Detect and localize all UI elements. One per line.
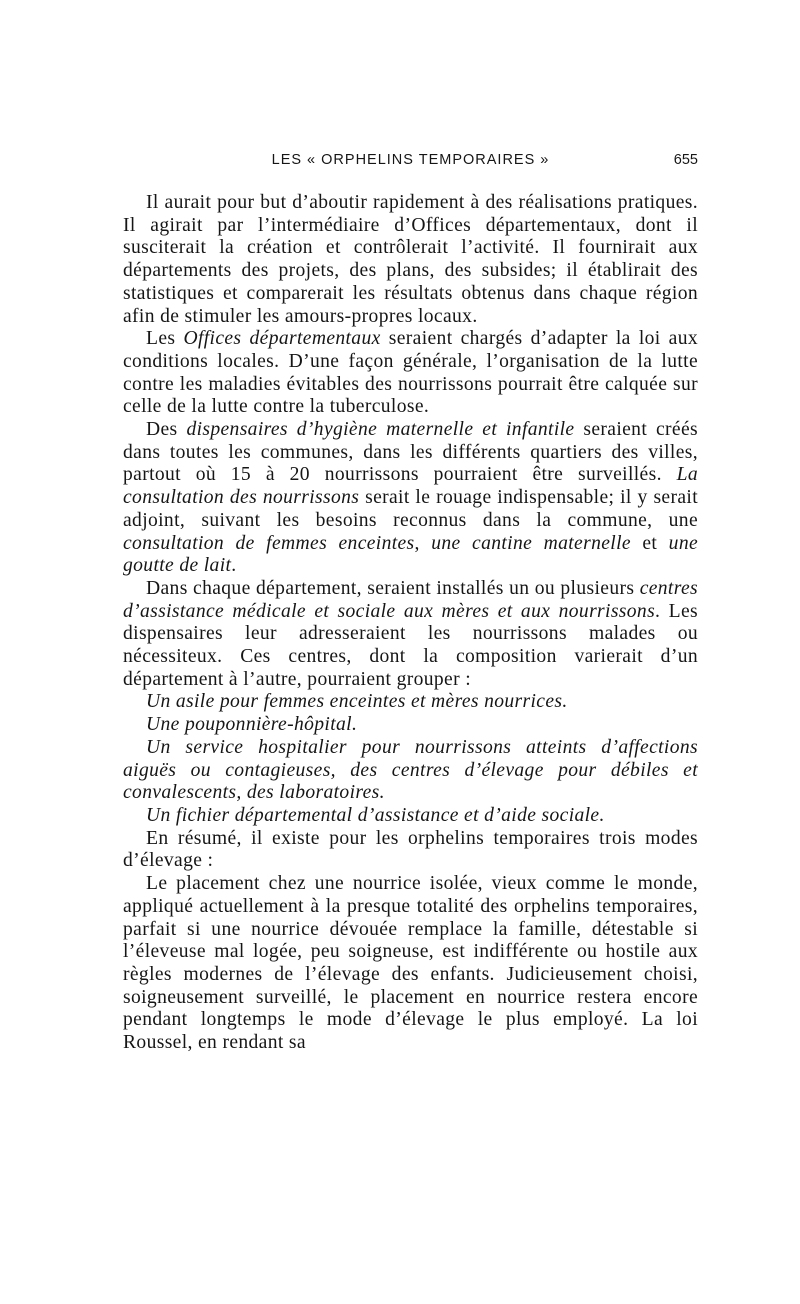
paragraph-3-text: Des	[146, 419, 187, 441]
list-item: Un fichier départemental d’assistance et d’aide sociale.	[146, 804, 605, 826]
paragraph-3-emphasis: dispensaires d’hygiène maternelle et infantile	[186, 419, 575, 441]
paragraph-3-text: serait le rouage indispensable; il y serait adjoint, suivant les besoins reconnus dans la commune, une	[123, 487, 698, 531]
paragraph-6: Le placement chez une nourrice isolée, vieux comme le monde, appliqué actuellement à la presque totalité des orphelins temporaires, parfait si une nourrice dévouée remplace la famille, détestable si l’éleveuse mal logée, peu soigneuse, est indifférente ou hostile aux règles modernes de l’élevage des enfants. Judicieusement choisi, soigneusement surveillé, le placement en nourrice restera encore pendant longtemps le mode d’élevage le plus employé. La loi Roussel, en rendant sa	[123, 873, 698, 1054]
paragraph-3	[123, 419, 698, 578]
running-head: LES « ORPHELINS TEMPORAIRES »	[271, 152, 550, 168]
page-number: 655	[673, 152, 698, 168]
paragraph-3-text: et	[630, 532, 669, 554]
paragraph-2	[123, 328, 698, 419]
body-text	[123, 192, 698, 1055]
paragraph-4	[123, 578, 698, 692]
paragraph-3-text: ,	[414, 532, 432, 554]
paragraph-4-text: . Les dispensaires leur adresseraient les nourrissons malades ou nécessiteux. Ces centres, dont la composition varierait d’un département à l’autre, pourraient grouper :	[123, 600, 699, 690]
paragraph-5: En résumé, il existe pour les orphelins temporaires trois modes d’élevage :	[123, 827, 698, 872]
paragraph-3-text: seraient créés dans toutes les communes, dans les différents quartiers des villes, partout où 15 à 20 nourrissons pourraient être surveillés.	[123, 419, 699, 486]
paragraph-4-text: Dans chaque département, seraient installés un ou plusieurs	[146, 577, 640, 599]
paragraph-3-emphasis: une cantine maternelle	[431, 532, 631, 554]
paragraph-3-emphasis: une goutte de lait	[123, 532, 699, 577]
paragraph-4-emphasis: centres d’assistance médicale et sociale aux mères et aux nourrissons	[123, 577, 698, 622]
paragraph-3-emphasis: consultation de femmes enceintes	[123, 532, 415, 554]
list-item: Un service hospitalier pour nourrissons atteints d’affections aiguës ou contagieuses, des centres d’élevage pour débiles et convalescents, des laboratoires.	[123, 736, 698, 804]
paragraph-1: Il aurait pour but d’aboutir rapidement à des réalisations pratiques. Il agirait par l’intermédiaire d’Offices départementaux, dont il susciterait la création et contrôlerait l’activité. Il fournirait aux départements des projets, des plans, des subsides; il établirait des statistiques et comparerait les résultats obtenus dans chaque région afin de stimuler les amours-propres locaux.	[123, 192, 698, 327]
page-header	[123, 152, 698, 186]
paragraph-3-text: .	[231, 555, 237, 577]
list-item: Un asile pour femmes enceintes et mères nourrices.	[146, 691, 568, 713]
book-page	[123, 152, 698, 1055]
paragraph-2-text: Les	[146, 328, 184, 350]
list-item: Une pouponnière-hôpital.	[146, 714, 358, 736]
paragraph-2-emphasis: Offices départementaux	[183, 328, 381, 350]
paragraph-3-emphasis: La consultation des nourrissons	[123, 464, 698, 509]
paragraph-2-text: seraient chargés d’adapter la loi aux conditions locales. D’une façon générale, l’organisation de la lutte contre les maladies évitables des nourrissons pourrait être calquée sur celle de la lutte contre la tuberculose.	[123, 328, 698, 418]
